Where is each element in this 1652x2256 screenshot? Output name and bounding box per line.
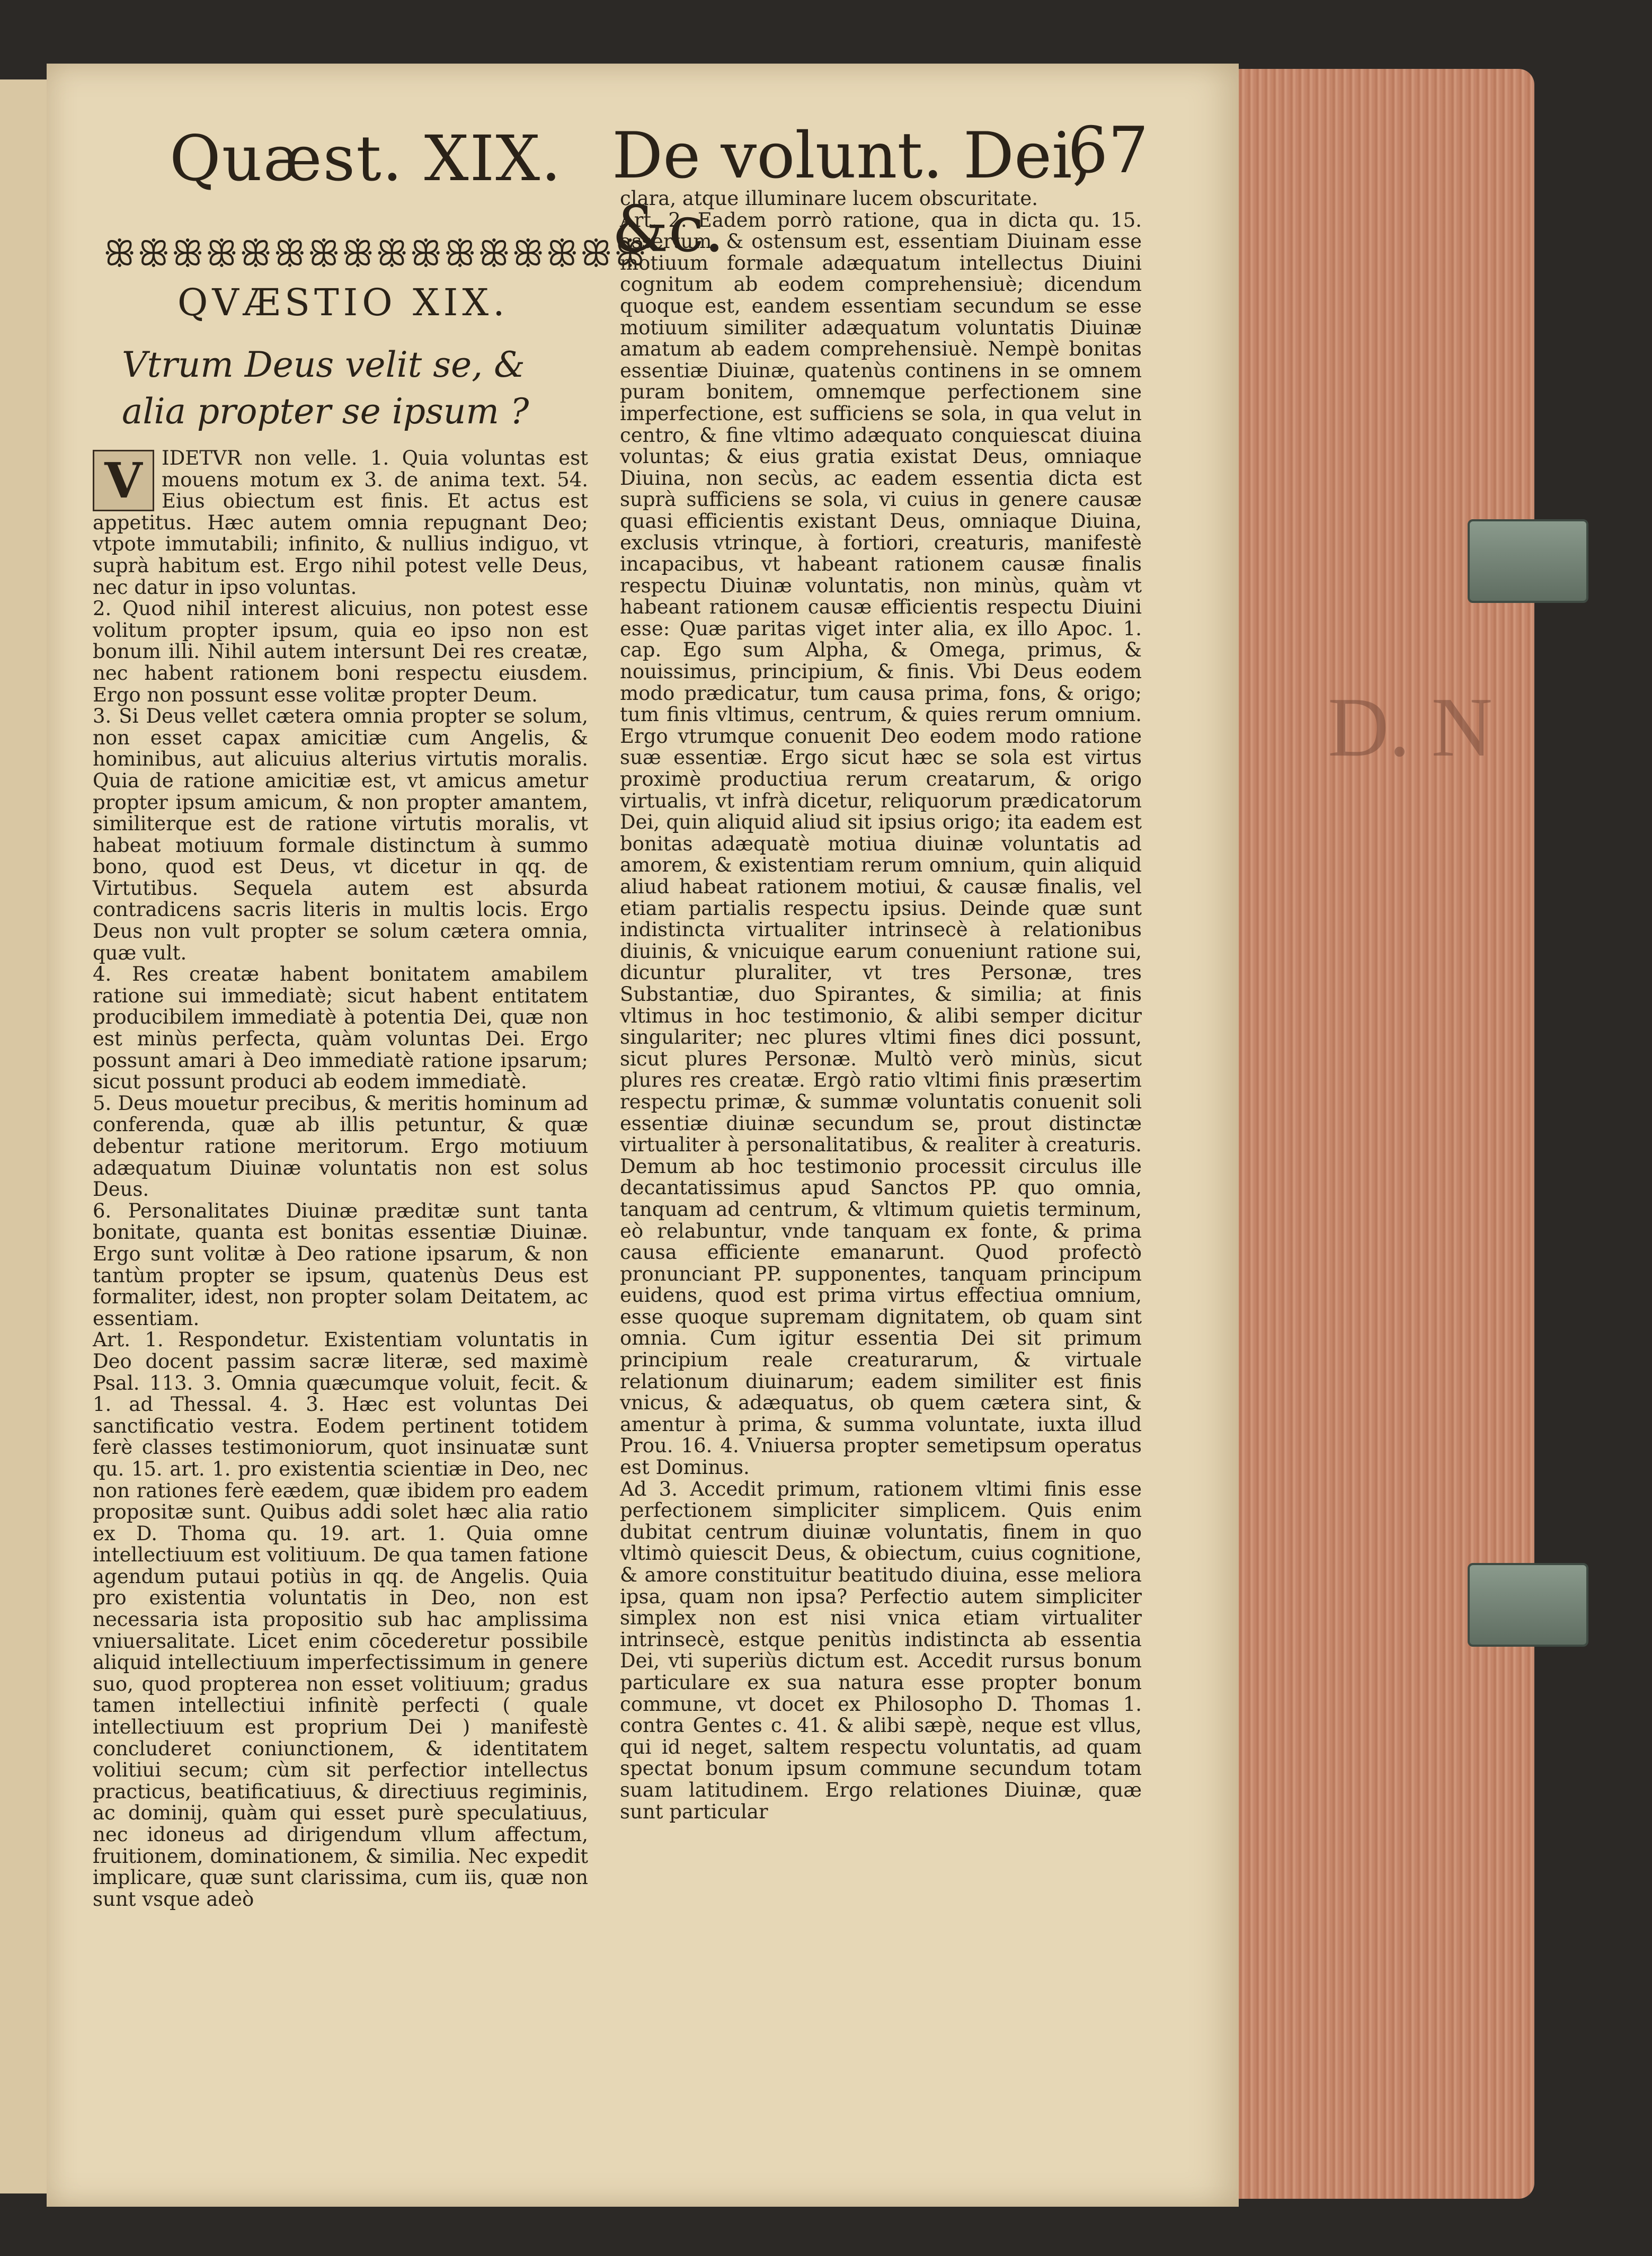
question-statement: Vtrum Deus velit se, & alia propter se ipsum ? [122, 344, 529, 432]
right-text-column [620, 188, 1142, 1823]
book-fore-edge [1234, 69, 1534, 2199]
fore-edge-marking: D. N [1328, 680, 1493, 774]
previous-page-edge [0, 79, 50, 2193]
paragraph: Art. 2. Eadem porrò ratione, qua in dicta qu. 15. assertum, & ostensum est, essentiam Diuinam esse motiuum formale adæquatum intellectus Diuini cognitum ab eodem comprehensiuè; dicendum quoque est, eandem essentiam secundum se esse motiuum similiter adæquatum voluntatis Diuinæ amatum ab eadem comprehensiuè. Nempè bonitas essentiæ Diuinæ, quatenùs continens in se omnem puram bonitem, omnemque perfectionem sine imperfectione, est sufficiens se sola, in qua velut in centro, & fine vltimo adæquato conquiescat diuina voluntas; & eius gratia existat Deus, omniaque Diuina, non secùs, ac eadem essentia dicta est suprà sufficiens se sola, vi cuius in genere causæ quasi efficientis existant Deus, omniaque Diuina, exclusis vtrinque, à fortiori, creaturis, manifestè incapacibus, vt habeant rationem causæ finalis respectu Diuinæ voluntatis, non minùs, quàm vt habeant rationem causæ efficientis respectu Diuini esse: Quæ paritas viget inter alia, ex illo Apoc. 1. cap. Ego sum Alpha, & Omega, primus, & nouissimus, principium, & finis. Vbi Deus eodem modo prædicatur, tum causa prima, fons, & origo; tum finis vltimus, centrum, & quies rerum omnium. Ergo vtrumque conuenit Deo eodem modo ratione suæ essentiæ. Ergo sicut hæc se sola est virtus proximè productiua rerum creatarum, & origo virtualis, vt infrà dicetur, reliquorum prædicatorum Dei, quin aliquid aliud sit ipsius origo; ita eadem est bonitas adæquatè motiua diuinæ voluntatis ad amorem, & existentiam rerum omnium, quin aliquid aliud habeat rationem motiui, & causæ finalis, vel etiam partialis respectu ipsius. Deinde quæ sunt indistincta virtualiter intrinsecè à relationibus diuinis, & vnicuique earum conueniunt ratione sui, dicuntur pluraliter, vt tres Personæ, tres Substantiæ, duo Spirantes, & similia; at finis vltimus in hoc testimonio, & alibi semper dicitur singulariter; nec plures vltimi fines dici possunt, sicut plures Personæ. Multò verò minùs, sicut plures res creatæ. Ergò ratio vltimi finis præsertim respectu primæ, & summæ voluntatis conuenit soli essentiæ diuinæ secundum se, prout distinctæ virtualiter à personalitatibus, & realiter à creaturis. Demum ab hoc testimonio processit circulus ille decantatissimus apud Sanctos PP. quo omnia, tanquam ad centrum, & vltimum quietis terminum, eò relabuntur, vnde tanquam ex fonte, & prima causa efficiente emanarunt. Quod profectò pronunciant PP. supponentes, tanquam principum euidens, quod est prima virtus effectiua omnium, esse quoque supremam dignitatem, ob quam sint omnia. Cum igitur essentia Dei sit primum principium reale creaturarum, & virtuale relationum diuinarum; eadem similiter est finis vnicus, & adæquatus, ob quem cætera sint, & amentur à prima, & summa voluntate, iuxta illud Prou. 16. 4. Vniuersa propter semetipsum operatus est Dominus. [620, 208, 1142, 1479]
question-title: QVÆSTIO XIX. [177, 281, 509, 324]
paragraph: 3. Si Deus vellet cætera omnia propter se solum, non esset capax amicitiæ cum Angelis, & hominibus, aut alicuius alterius virtutis moralis. Quia de ratione amicitiæ est, vt amicus ametur propter ipsum amicum, & non propter amantem, similiterque est de ratione virtutis moralis, vt habeat motiuum formale distinctum à summo bono, quod est Deus, vt dicetur in qq. de Virtutibus. Sequela autem est absurda contradicens sacris literis in multis locis. Ergo Deus non vult propter se solum cætera omnia, quæ vult. [93, 705, 588, 964]
page-number: 67 [1068, 114, 1149, 188]
paragraph: 2. Quod nihil interest alicuius, non potest esse volitum propter ipsum, quia eo ipso non est bonum illi. Nihil autem intersunt Dei res creatæ, nec habent rationem boni respectu eiusdem. Ergo non possunt esse volitæ propter Deum. [93, 597, 588, 706]
paragraph: V IDETVR non velle. 1. Quia voluntas est mouens motum ex 3. de anima text. 54. Eius obiectum est finis. Et actus est appetitus. Hæc autem omnia repugnant Deo; vtpote immutabili; infinito, & nullius indiguo, vt suprà habitum est. Ergo nihil potest velle Deus, nec datur in ipso voluntas. [93, 447, 588, 599]
paragraph: clara, atque illuminare lucem obscuritate. [620, 187, 1038, 210]
header-topic: De volunt. Dei, &c. [612, 119, 1093, 267]
drop-cap-initial: V [93, 450, 154, 511]
header-question-number: Quæst. XIX. [170, 122, 562, 195]
paragraph: 5. Deus mouetur precibus, & meritis hominum ad conferenda, quæ ab illis petuntur, & quæ debentur ratione meritorum. Ergo motiuum adæquatum Diuinæ voluntatis non est solus Deus. [93, 1091, 588, 1201]
lower-clasp [1468, 1563, 1588, 1647]
paragraph: Ad 3. Accedit primum, rationem vltimi finis esse perfectionem simpliciter simplicem. Quis enim dubitat centrum diuinæ voluntatis, finem in quo vltimò quiescit Deus, & obiectum, cuius cognitione, & amore constituitur beatitudo diuina, esse meliora ipsa, quam non ipsa? Perfectio autem simpliciter simplex non est nisi vnica etiam virtualiter intrinsecè, estque penitùs indistincta ab essentia Dei, vti superiùs dictum est. Accedit rursus bonum particulare ex sua natura esse propter bonum commune, vt docet ex Philosopho D. Thomas 1. contra Gentes c. 41. & alibi sæpè, neque est vllus, qui id neget, saltem respectu voluntatis, ad quam spectat bonum ipsum commune secundum totam suam latitudinem. Ergo relationes Diuinæ, quæ sunt particular [620, 1477, 1142, 1823]
decorative-ornament-band: ꕥꕥꕥꕥꕥꕥꕥꕥꕥꕥꕥꕥꕥꕥꕥꕥ [103, 233, 648, 274]
paragraph: Art. 1. Respondetur. Existentiam voluntatis in Deo docent passim sacræ literæ, sed maximè Psal. 113. 3. Omnia quæcumque voluit, fecit. & 1. ad Thessal. 4. 3. Hæc est voluntas Dei sanctificatio vestra. Eodem pertinent totidem ferè classes testimoniorum, quot insinuatæ sunt qu. 15. art. 1. pro existentia scientiæ in Deo, nec non rationes ferè eædem, quæ ibidem pro eadem propositæ sunt. Quibus addi solet hæc alia ratio ex D. Thoma qu. 19. art. 1. Quia omne intellectiuum est volitiuum. De qua tamen fatione agendum putaui potiùs in qq. de Angelis. Quia pro existentia voluntatis in Deo, non est necessaria ista propositio sub hac amplissima vniuersalitate. Licet enim cōcederetur possibile aliquid intellectiuum imperfectissimum in genere suo, quod propterea non esset volitiuum; gradus tamen intellectiui infinitè perfecti ( quale intellectiuum est proprium Dei ) manifestè concluderet coniunctionem, & identitatem volitiui secum; cùm sit perfectior intellectus practicus, beatificatiuus, & directiuus regiminis, ac dominij, quàm qui esset purè speculatiuus, nec idoneus ad dirigendum vllum affectum, fruitionem, dominationem, & similia. Nec expedit implicare, quæ sunt clarissima, cum iis, quæ non sunt vsque adeò [93, 1328, 588, 1911]
paragraph: 4. Res creatæ habent bonitatem amabilem ratione sui immediatè; sicut habent entitatem producibilem immediatè à potentia Dei, quæ non est minùs perfecta, quàm voluntas Dei. Ergo possunt amari à Deo immediatè ratione ipsarum; sicut possunt produci ab eodem immediatè. [93, 963, 588, 1094]
left-text-column [93, 448, 588, 1910]
paragraph: 6. Personalitates Diuinæ præditæ sunt tanta bonitate, quanta est bonitas essentiæ Diuinæ. Ergo sunt volitæ à Deo ratione ipsarum, & non tantùm propter se ipsum, quatenùs Deus est formaliter, idest, non propter solam Deitatem, ac essentiam. [93, 1199, 588, 1330]
upper-clasp [1468, 519, 1588, 603]
